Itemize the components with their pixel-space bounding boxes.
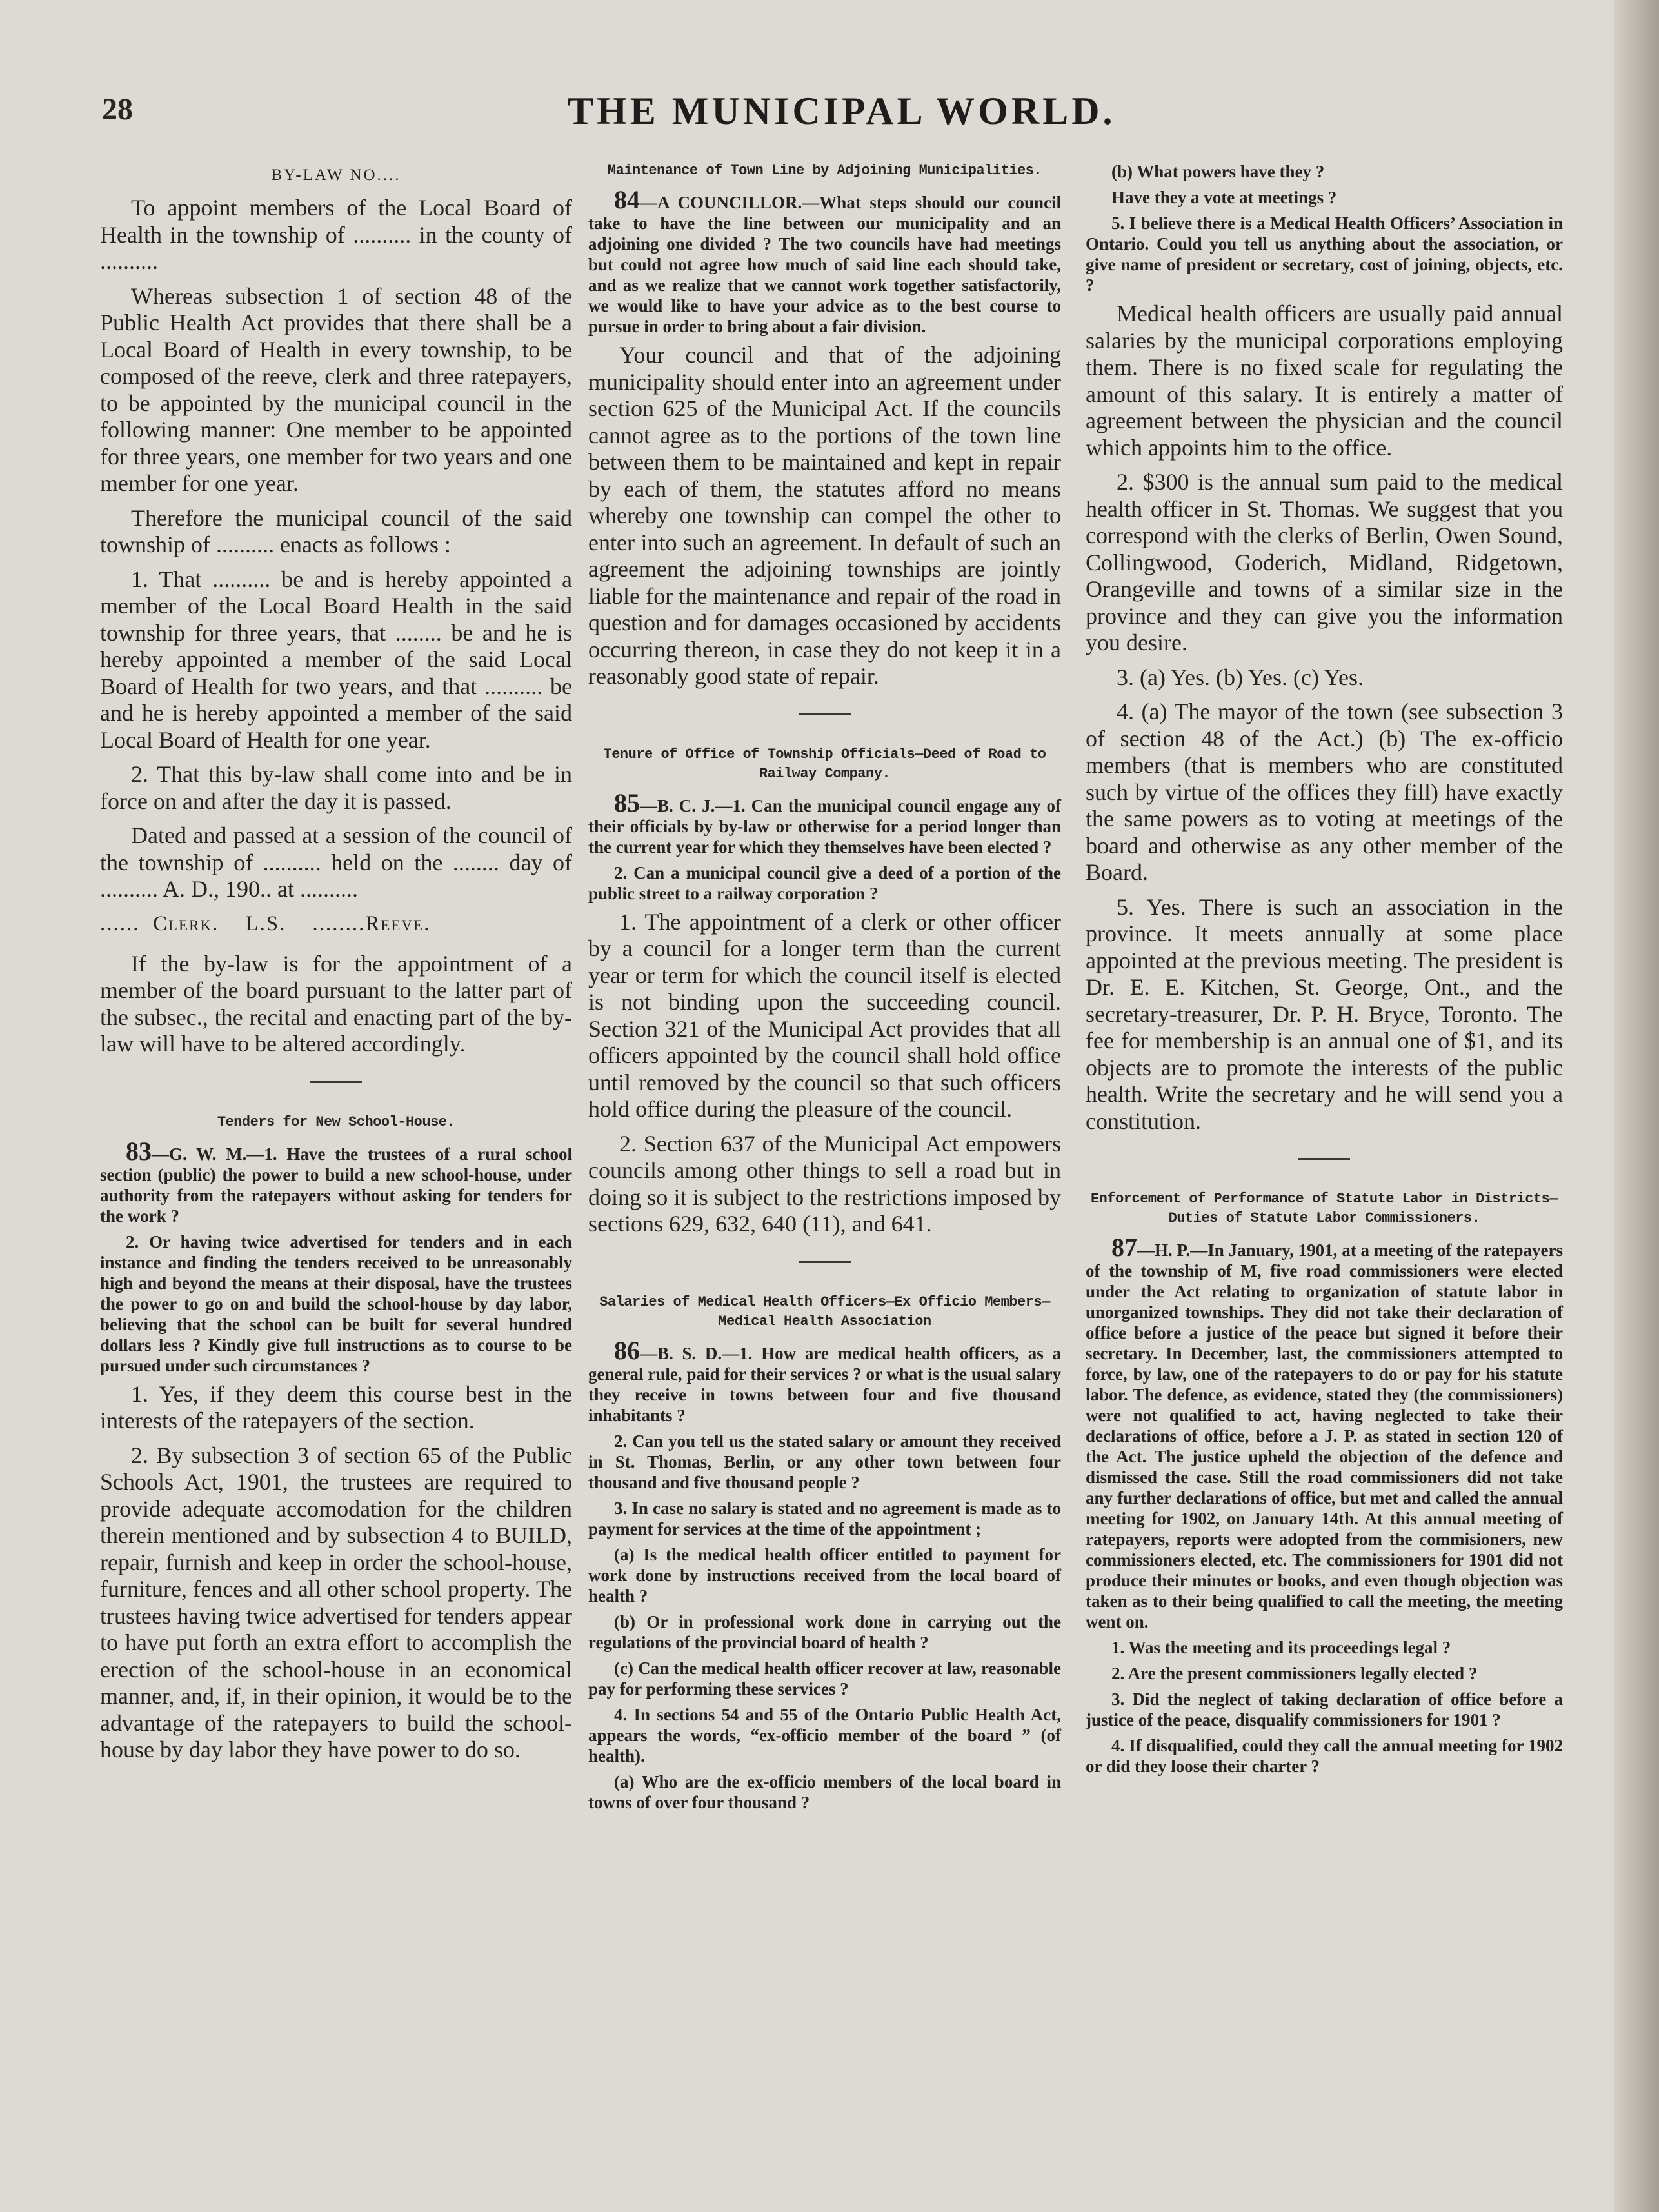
masthead-title: THE MUNICIPAL WORLD. (568, 90, 1116, 132)
page-number: 28 (102, 92, 133, 126)
q84-answer: Your council and that of the adjoining municipality should enter into an agreement under section 625 of the Municipal Act. If the councils cannot agree as to the portions of the town line between them to be maintained and kept in repair by each of them, the statutes afford no means whereby one township can compel the other to enter into such an agreement. In default of such an agreement the adjoining townships are jointly liable for the maintenance and repair of the road in question and for damages occasioned by accidents occurring thereon, in case they do not keep it in a reasonably good state of repair. (588, 342, 1061, 689)
bylaw-dated: Dated and passed at a session of the council of the township of .......... held on the ........ day of .......... A. D., 190.. at .......... (100, 822, 572, 902)
section-divider (799, 713, 851, 715)
bylaw-whereas: Whereas subsection 1 of section 48 of the Public Health Act provides that there shall be a Local Board of Health in every township, to be composed of the reeve, clerk and three ratepayers, to be appointed by the municipal council in the following manner: One member to be appointed for three years, one member for two years and one member for one year. (100, 283, 572, 496)
q87-number: 87 (1111, 1233, 1137, 1262)
q87-question-4: 4. If disqualified, could they call the annual meeting for 1902 or did they loose their charter ? (1086, 1736, 1563, 1776)
q83-answer-2: 2. By subsection 3 of section 65 of the Public Schools Act, 1901, the trustees are required to provide adequate accomodation for the children therein mentioned and by subsection 4 to BUILD, repair, furnish and keep in order the school-house, furniture, fences and all other school property. The trustees having twice advertised for tenders appear to have put forth an extra effort to accomplish the erection of the school-house in an economical manner, and, if, in their opinion, it would be to the advantage of the ratepayers to build the school-house by day labor they have power to do so. (100, 1442, 572, 1762)
q83-answer-1: 1. Yes, if they deem this course best in the interests of the ratepayers of the section. (100, 1380, 572, 1433)
q85-question-2: 2. Can a municipal council give a deed of a portion of the public street to a railway corporation ? (588, 862, 1061, 903)
q85-heading: Tenure of Office of Township Officials—Deed of Road to Railway Company. (603, 746, 1046, 782)
q86-heading: Salaries of Medical Health Officers—Ex Officio Members—Medical Health Association (599, 1293, 1050, 1330)
q86-answer-1: Medical health officers are usually paid annual salaries by the municipal corporations employing them. There is no fixed scale for regulating the amount of this salary. It is entirely a matter of agreement between the physician and the council which appoints him to the office. (1086, 301, 1563, 461)
q86-number: 86 (614, 1335, 640, 1365)
q87-question-1: 1. Was the meeting and its proceedings legal ? (1111, 1638, 1451, 1657)
q83-heading: Tenders for New School-House. (217, 1113, 455, 1130)
q87-question-2: 2. Are the present commissioners legally elected ? (1111, 1664, 1478, 1683)
q85-question-1: —B. C. J.—1. Can the municipal council engage any of their officials by by-law or otherwise for a period longer than the current year for which they themselves have been elected ? (588, 795, 1061, 857)
q86-answer-2: 2. $300 is the annual sum paid to the medical health officer in St. Thomas. We suggest that you correspond with the clerks of Berlin, Owen Sound, Collingwood, Goderich, Midland, Ridgetown, Orangeville and towns of a similar size in the province and they can give you the information you desire. (1086, 469, 1563, 655)
bylaw-note: If the by-law is for the appointment of a member of the board pursuant to the latter part of the subsec., the recital and enacting part of the by-law will have to be altered accordingly. (100, 950, 572, 1057)
q86-question-4b: (b) What powers have they ? (1111, 162, 1325, 181)
bylaw-therefore: Therefore the municipal council of the said township of .......... enacts as follows : (100, 504, 572, 557)
bylaw-signature-line: ...... Clerk. L.S. ........Reeve. (100, 912, 431, 935)
column-2 (588, 161, 1061, 1818)
q83-number: 83 (126, 1136, 152, 1166)
bylaw-clause-2: 2. That this by-law shall come into and be in force on and after the day it is passed. (100, 761, 572, 814)
q86-question-3a: (a) Is the medical health officer entitled to payment for work done by instructions received from the local board of health ? (588, 1544, 1061, 1606)
q86-question-4a: (a) Who are the ex-officio members of the local board in towns of over four thousand ? (588, 1771, 1061, 1812)
q86-question-5: 5. I believe there is a Medical Health Officers’ Association in Ontario. Could you tell us anything about the association, or give name of president or secretary, cost of joining, objects, etc. ? (1086, 214, 1563, 295)
section-divider (310, 1081, 362, 1083)
q86-answer-4: 4. (a) The mayor of the town (see subsection 3 of section 48 of the Act.) (b) The ex-officio members (that is members who are constituted such by virtue of the offices they fill) have exactly the same powers as to voting at meetings of the board and otherwise as any other member of the Board. (1086, 699, 1563, 885)
q86-question-1: —B. S. D.—1. How are medical health officers, as a general rule, paid for their services ? or what is the usual salary they receive in towns between four and five thousand inhabitants ? (588, 1343, 1061, 1425)
q86-question-3b: (b) Or in professional work done in carrying out the regulations of the provincial board of health ? (588, 1611, 1061, 1652)
q86-question-2: 2. Can you tell us the stated salary or amount they received in St. Thomas, Berlin, or any other town between four thousand and five thousand people ? (588, 1431, 1061, 1492)
bylaw-clause-1: 1. That .......... be and is hereby appointed a member of the Local Board Health in the said township for three years, that ........ be and he is hereby appointed a member of the said Local Board of Health for two years, and that .......... be and he is hereby appointed a member of the said Local Board of Health for one year. (100, 566, 572, 753)
q85-answer-2: 2. Section 637 of the Municipal Act empowers councils among other things to sell a road but in doing so it is subject to the restrictions imposed by sections 629, 632, 640 (11), and 641. (588, 1130, 1061, 1237)
q87-question: —H. P.—In January, 1901, at a meeting of the ratepayers of the township of M, five road commissioners were elected under the Act relating to organization of statute labor in unorganized townships. They did not take their declaration of office before a justice of the peace but signed it before their secretary. In December, last, the commissioners attempted to force, by law, one of the ratepayers to do or pay for his statute labor. The defence, as evidence, stated they (the commissioners) were not qualified to act, having neglected to take their declarations of office, before a J. P. as stated in section 120 of the Act. The justice upheld the objection of the defence and dismissed the case. Still the road commissioners did not take any further declarations of office, but met and called the annual meeting for 1902, on January 14th. At this annual meeting of ratepayers, reports were adopted from the commisioners, new commissioners elected, etc. The commissioners for 1901 did not produce their minutes or books, and even though objection was taken as to their being qualified to call the meeting, the meeting went on. (1086, 1241, 1563, 1631)
q84-heading: Maintenance of Town Line by Adjoining Municipalities. (607, 163, 1042, 179)
q85-answer-1: 1. The appointment of a clerk or other officer by a council for a longer term than the current year or term for which the council itself is elected is not binding upon the succeeding council. Section 321 of the Municipal Act provides that all officers appointed by the council shall hold office until removed by the council so that such officers hold office during the pleasure of the council. (588, 908, 1061, 1122)
section-divider (1298, 1158, 1350, 1160)
column-1 (100, 161, 572, 1771)
q86-question-3: 3. In case no salary is stated and no agreement is made as to payment for services at the time of the appointment ; (588, 1498, 1061, 1539)
bylaw-title: BY-LAW NO.... (271, 166, 401, 184)
q86-answer-3: 3. (a) Yes. (b) Yes. (c) Yes. (1117, 664, 1364, 690)
q84-question: —A COUNCILLOR.—What steps should our council take to have the line between our municipality and an adjoining one divided ? The two councils have had meetings but could not agree how much of said line each should take, and as we realize that we cannot work together satisfactorily, we would like to have your advice as to the best course to pursue in order to bring about a fair division. (588, 193, 1061, 336)
q83-question-2: 2. Or having twice advertised for tenders and in each instance and finding the tenders received to be unreasonably high and beyond the means at their disposal, have the trustees the power to go on and build the school-house by day labor, believing that the school can be built for several hundred dollars less ? Kindly give full instructions as to course to be pursued under such circumstances ? (100, 1231, 572, 1375)
q84-number: 84 (614, 185, 640, 214)
q86-answer-5: 5. Yes. There is such an association in the province. It meets annually at some place appointed at the previous meeting. The president is Dr. E. E. Kitchen, St. George, Ont., and the secretary-treasurer, Dr. P. H. Bryce, Toronto. The fee for membership is an annual one of $1, and its objects are to promote the interests of the public health. Write the secretary and he will send you a constitution. (1086, 893, 1563, 1134)
q86-question-3c: (c) Can the medical health officer recover at law, reasonable pay for performing these services ? (588, 1658, 1061, 1699)
q87-heading: Enforcement of Performance of Statute Labor in Districts—Duties of Statute Labor Commissioners. (1090, 1191, 1558, 1226)
q83-question-1: —G. W. M.—1. Have the trustees of a rural school section (public) the power to build a new school-house, under authority from the ratepayers without asking for tenders for the work ? (100, 1144, 572, 1226)
q86-question-4b-vote: Have they a vote at meetings ? (1111, 188, 1337, 207)
column-3 (1086, 161, 1563, 1782)
bylaw-preamble: To appoint members of the Local Board of Health in the township of .......... in the county of .......... (100, 195, 572, 274)
q86-question-4: 4. In sections 54 and 55 of the Ontario Public Health Act, appears the words, “ex-officio member of the board ” (of health). (588, 1704, 1061, 1766)
section-divider (799, 1261, 851, 1263)
q85-number: 85 (614, 788, 640, 817)
page-edge-shadow (1614, 0, 1659, 2212)
q87-question-3: 3. Did the neglect of taking declaration of office before a justice of the peace, disqualify commissioners for 1901 ? (1086, 1689, 1563, 1729)
